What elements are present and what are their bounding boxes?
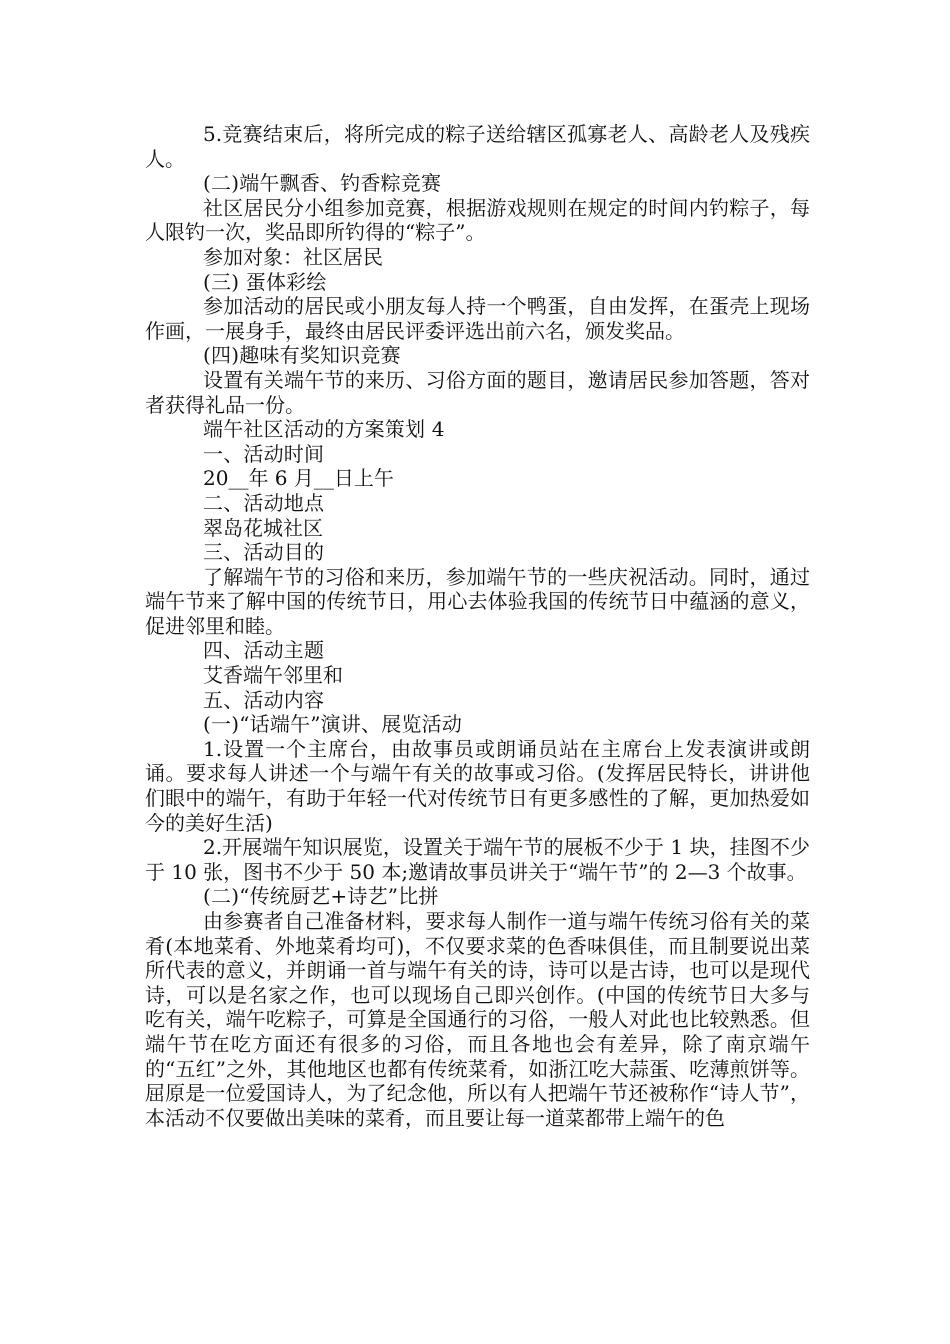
paragraph-cooking: 由参赛者自己准备材料，要求每人制作一道与端午传统习俗有关的菜肴(本地菜肴、外地菜肴均可)，不仅要求菜的色香味俱佳，而且制要说出菜所代表的意义，并朗诵一首与端午有关的诗，诗可以是古诗，也可以是现代诗，可以是名家之作，也可以现场自己即兴创作。(中国的传统节日大多与吃有关，端午吃粽子，可算是全国通行的习俗，一般人对此也比较熟悉。但端午节在吃方面还有很多的习俗，而且各地也会有差异，除了南京端午的“五红”之外，其他地区也都有传统菜肴，如浙江吃大蒜蛋、吃薄煎饼等。屈原是一位爱国诗人，为了纪念他，所以有人把端午节还被称作“诗人节”，本活动不仅要做出美味的菜肴，而且要让每一道菜都带上端午的色 [145, 909, 810, 1130]
paragraph-purpose: 了解端午节的习俗和来历，参加端午节的一些庆祝活动。同时，通过端午节来了解中国的传统节日，用心去体验我国的传统节日中蕴涵的意义，促进邻里和睦。 [145, 564, 810, 638]
heading-location: 二、活动地点 [203, 490, 325, 515]
heading-time: 一、活动时间 [203, 441, 325, 466]
plan-title: 端午社区活动的方案策划 4 [203, 417, 445, 442]
section-heading-2: (二)端午飘香、钓香粽竞赛 [203, 171, 442, 196]
heading-purpose: 三、活动目的 [203, 540, 325, 565]
paragraph-speech-1: 1.设置一个主席台，由故事员或朗诵员站在主席台上发表演讲或朗诵。要求每人讲述一个与端午有关的故事或习俗。(发挥居民特长，讲讲他们眼中的端午，有助于年轻一代对传统节日有更多感性的了解，更加热爱如今的美好生活) [145, 736, 810, 835]
paragraph-participants: 参加对象：社区居民 [203, 244, 383, 269]
paragraph-time: 20__年 6 月__日上午 [203, 466, 394, 491]
heading-content: 五、活动内容 [203, 687, 325, 712]
paragraph-location: 翠岛花城社区 [203, 515, 323, 540]
paragraph-3: 社区居民分小组参加竞赛，根据游戏规则在规定的时间内钓粽子，每人限钓一次，奖品即所钓得的“粽子”。 [145, 195, 810, 245]
paragraph-quiz: 设置有关端午节的来历、习俗方面的题目，邀请居民参加答题，答对者获得礼品一份。 [145, 367, 810, 417]
paragraph-speech-2: 2.开展端午知识展览，设置关于端午节的展板不少于 1 块，挂图不少于 10 张，图书不少于 50 本;邀请故事员讲关于“端午节”的 2—3 个故事。 [145, 835, 810, 884]
paragraph-1: 5.竞赛结束后，将所完成的粽子送给辖区孤寡老人、高龄老人及残疾人。 [145, 122, 810, 171]
paragraph-egg-painting: 参加活动的居民或小朋友每人持一个鸭蛋，自由发挥，在蛋壳上现场作画，一展身手，最终由居民评委评选出前六名，颁发奖品。 [145, 294, 810, 343]
heading-theme: 四、活动主题 [203, 638, 325, 663]
section-heading-3: (三) 蛋体彩绘 [203, 269, 327, 294]
subheading-cooking: (二)“传统厨艺+诗艺”比拼 [203, 884, 439, 909]
subheading-speech: (一)“话端午”演讲、展览活动 [203, 712, 463, 737]
section-heading-4: (四)趣味有奖知识竞赛 [203, 343, 401, 368]
paragraph-theme: 艾香端午邻里和 [203, 663, 343, 688]
